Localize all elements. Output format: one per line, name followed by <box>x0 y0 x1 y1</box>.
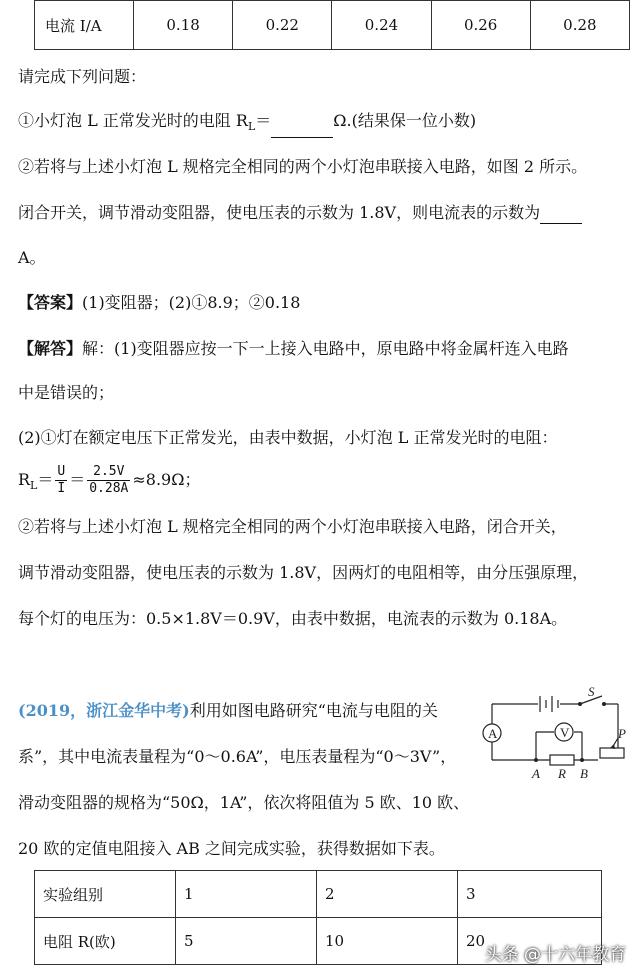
solution-line-5: ②若将与上述小灯泡 L 规格完全相同的两个小灯泡串联接入电路，闭合开关， <box>18 517 567 536</box>
table-row <box>35 871 602 918</box>
fraction-denominator: I <box>57 481 66 496</box>
ammeter-label: A <box>488 726 498 741</box>
resistor-label: R <box>558 766 566 781</box>
table-cell: 实验组别 <box>35 871 176 918</box>
prompt-line: 请完成下列问题： <box>18 67 147 86</box>
switch-label: S <box>588 686 595 699</box>
circuit-diagram <box>478 686 630 786</box>
table-row <box>35 1 630 50</box>
formula-R: R <box>18 470 31 489</box>
solution-line-6: 调节滑动变阻器，使电压表的示数为 1.8V，因两灯的电阻相等，由分压强原理， <box>18 563 589 582</box>
answer-line <box>18 292 300 314</box>
slider-label: P <box>618 726 626 741</box>
table-cell: 0.22 <box>233 1 332 50</box>
solution-line-2: 中是错误的； <box>18 383 115 402</box>
question-1 <box>18 110 476 138</box>
table-cell: 0.24 <box>332 1 431 50</box>
answer-text: (1)变阻器；(2)①8.9；②0.18 <box>82 293 301 312</box>
solution-line-7: 每个灯的电压为：0.5×1.8V＝0.9V，由表中数据，电流表的示数为 0.18A。 <box>18 609 568 628</box>
answer-blank <box>540 207 582 224</box>
question-2-line-1: ②若将与上述小灯泡 L 规格完全相同的两个小灯泡串联接入电路，如图 2 所示。 <box>18 157 588 176</box>
answer-tag: 【答案】 <box>18 293 83 312</box>
table-cell: 3 <box>458 871 602 918</box>
node-a-label: A <box>532 766 540 781</box>
table-cell: 2 <box>317 871 458 918</box>
problem-source: (2019，浙江金华中考) <box>18 701 190 720</box>
problem-2-line-3: 滑动变阻器的规格为“50Ω，1A”，依次将阻值为 5 欧、10 欧、 <box>18 793 470 812</box>
fraction-numerator: 2.5V <box>87 464 130 481</box>
q1-subscript: L <box>247 120 256 134</box>
answer-blank <box>271 121 333 138</box>
table-cell: 0.28 <box>530 1 629 50</box>
voltmeter-label: V <box>560 725 570 740</box>
solution-tag: 【解答】 <box>18 339 83 358</box>
table-cell: 0.26 <box>431 1 530 50</box>
q2-text: 闭合开关，调节滑动变阻器，使电压表的示数为 1.8V，则电流表的示数为 <box>18 203 541 222</box>
node-b-label: B <box>580 766 588 781</box>
solution-line-3: (2)①灯在额定电压下正常发光，由表中数据，小灯泡 L 正常发光时的电阻： <box>18 428 558 447</box>
table-header-cell: 电流 I/A <box>35 1 134 50</box>
q1-post: Ω.(结果保一位小数) <box>333 111 477 130</box>
formula-eq2: ＝ <box>69 470 86 489</box>
table-cell: 5 <box>176 918 317 965</box>
table-cell: 20 <box>458 918 602 965</box>
q1-text: ①小灯泡 L 正常发光时的电阻 R <box>18 111 248 130</box>
question-2-line-2 <box>18 202 582 224</box>
fraction-u-over-i <box>55 464 67 497</box>
formula-result: ≈8.9Ω； <box>132 470 201 489</box>
problem-2-line-1 <box>18 700 438 722</box>
current-table <box>34 0 630 50</box>
formula-line <box>18 460 200 506</box>
table-cell: 0.18 <box>134 1 233 50</box>
q1-eq: ＝ <box>255 111 272 130</box>
question-2-line-3: A。 <box>18 248 46 267</box>
solution-text: 解：(1)变阻器应按一下一上接入电路中，原电路中将金属杆连入电路 <box>82 339 569 358</box>
formula-eq: ＝ <box>37 470 54 489</box>
solution-line-1 <box>18 338 569 360</box>
fraction-denominator: 0.28A <box>89 481 129 496</box>
fraction-numerator: U <box>57 464 66 479</box>
table-cell: 10 <box>317 918 458 965</box>
watermark: 头条 @十六年教育 <box>484 945 626 965</box>
formula-subscript: L <box>30 479 38 493</box>
fraction-values <box>87 464 130 497</box>
problem-2-line-4: 20 欧的定值电阻接入 AB 之间完成实验，获得数据如下表。 <box>18 839 445 858</box>
table-cell: 电阻 R(欧) <box>35 918 176 965</box>
problem-2-line-2: 系”，其中电流表量程为“0～0.6A”，电压表量程为“0～3V”， <box>18 747 457 766</box>
table-cell: 1 <box>176 871 317 918</box>
problem-text: 利用如图电路研究“电流与电阻的关 <box>189 701 438 720</box>
